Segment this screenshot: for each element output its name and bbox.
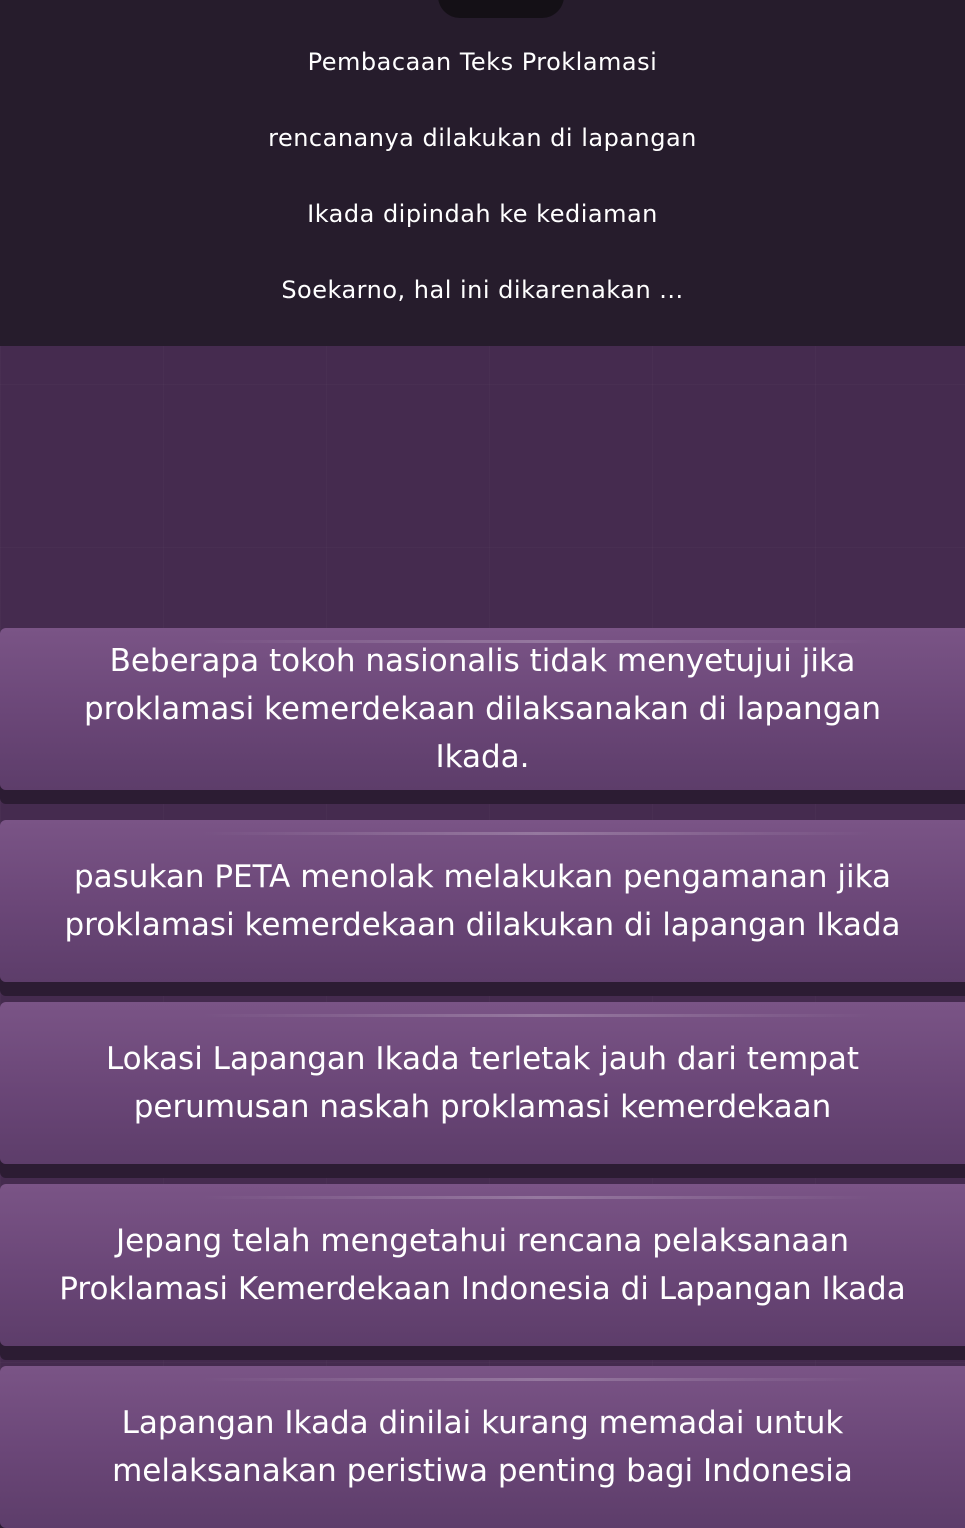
answer-line: melaksanakan peristiwa penting bagi Indonesia — [112, 1453, 853, 1489]
answer-option-5[interactable] — [0, 1366, 965, 1528]
answer-text — [112, 1399, 853, 1495]
question-line: rencananya dilakukan di lapangan — [268, 124, 697, 152]
answer-line: pasukan PETA menolak melakukan pengamanan jika — [73, 859, 891, 895]
answer-line: Lokasi Lapangan Ikada terletak jauh dari tempat — [105, 1041, 860, 1077]
answer-option-3[interactable] — [0, 1002, 965, 1164]
answer-line: proklamasi kemerdekaan dilakukan di lapangan Ikada — [64, 907, 901, 943]
answer-option-1[interactable] — [0, 628, 965, 790]
answer-line: Jepang telah mengetahui rencana pelaksanaan — [115, 1223, 850, 1259]
camera-notch — [438, 0, 564, 18]
answer-text — [106, 1035, 859, 1131]
answer-text — [59, 1217, 905, 1313]
question-line: Pembacaan Teks Proklamasi — [307, 48, 658, 76]
answer-line: Beberapa tokoh nasionalis tidak menyetujui jika — [109, 643, 856, 679]
question-panel — [0, 0, 965, 346]
answer-option-4[interactable] — [0, 1184, 965, 1346]
question-line: Soekarno, hal ini dikarenakan ... — [281, 276, 684, 304]
answer-line: Lapangan Ikada dinilai kurang memadai untuk — [121, 1405, 844, 1441]
answer-text — [64, 853, 900, 949]
answer-line: Proklamasi Kemerdekaan Indonesia di Lapangan Ikada — [59, 1271, 906, 1307]
answer-option-2[interactable] — [0, 820, 965, 982]
question-text — [0, 24, 965, 328]
answer-line: Ikada. — [435, 739, 530, 775]
answer-text — [84, 637, 881, 781]
question-line: Ikada dipindah ke kediaman — [307, 200, 658, 228]
answer-line: perumusan naskah proklamasi kemerdekaan — [133, 1089, 832, 1125]
answer-line: proklamasi kemerdekaan dilaksanakan di lapangan — [83, 691, 882, 727]
